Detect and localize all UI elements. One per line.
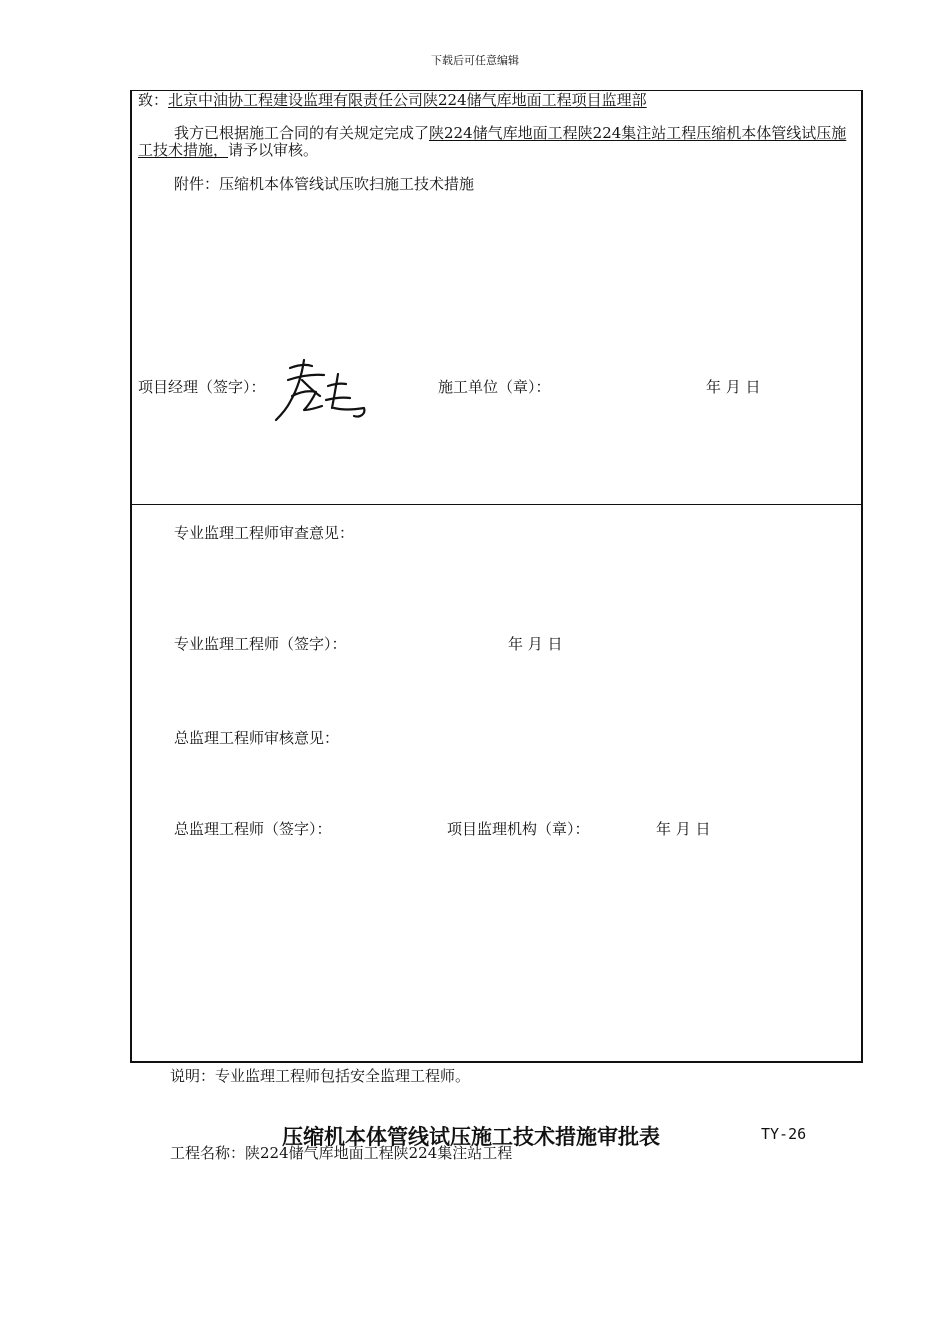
addressee-name: 北京中油协工程建设监理有限责任公司陕224储气库地面工程项目监理部 — [168, 91, 647, 109]
specialist-signature-label: 专业监理工程师（签字）： — [174, 635, 347, 653]
specialist-review-label: 专业监理工程师审查意见： — [174, 524, 355, 542]
completion-paragraph — [138, 125, 858, 159]
attachment-line: 附件：压缩机本体管线试压吹扫施工技术措施 — [174, 175, 475, 193]
addressee-line — [138, 92, 647, 108]
supervision-seal-label: 项目监理机构（章）： — [447, 820, 590, 838]
addressee-prefix: 致： — [138, 91, 169, 109]
section-divider — [132, 504, 861, 505]
date-chief: 年 月 日 — [656, 820, 711, 838]
chief-review-label: 总监理工程师审核意见： — [174, 729, 340, 747]
paragraph-prefix: 我方已根据施工合同的有关规定完成了 — [174, 124, 430, 142]
form-title: 压缩机本体管线试压施工技术措施审批表 — [282, 1125, 660, 1149]
date-contractor: 年 月 日 — [706, 378, 761, 396]
approval-form-box — [130, 90, 863, 1063]
contractor-seal-label: 施工单位（章）： — [438, 378, 551, 396]
header-note: 下载后可任意编辑 — [431, 54, 519, 67]
project-name: 工程名称：陕224储气库地面工程陕224集注站工程 — [170, 1144, 513, 1162]
date-specialist: 年 月 日 — [508, 635, 563, 653]
paragraph-work-item: 陕224储气库地面工程陕224集注站工程压缩机本体管线试压施工技术措施， — [138, 124, 847, 159]
paragraph-suffix: 请予以审核。 — [228, 141, 319, 159]
handwritten-signature — [268, 356, 372, 426]
footnote: 说明：专业监理工程师包括安全监理工程师。 — [170, 1067, 471, 1085]
chief-signature-label: 总监理工程师（签字）： — [174, 820, 332, 838]
pm-signature-label: 项目经理（签字）： — [138, 378, 266, 396]
form-code: TY-26 — [761, 1125, 807, 1143]
